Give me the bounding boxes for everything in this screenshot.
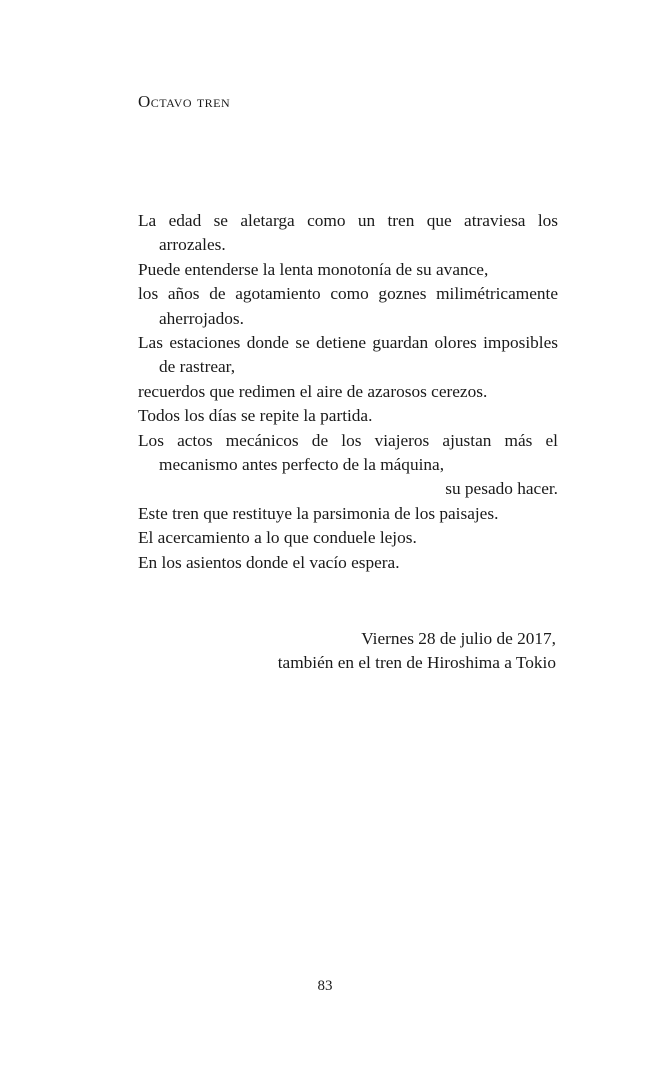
poem-line: En los asientos donde el vacío espera. bbox=[138, 552, 400, 572]
poem-line: Puede entenderse la lenta monotonía de su avance, bbox=[138, 259, 489, 279]
dateline-date: Viernes 28 de julio de 2017, bbox=[361, 629, 556, 648]
poem-line: su pesado hacer. bbox=[445, 479, 558, 499]
poem-title: Octavo tren bbox=[138, 92, 231, 111]
page-number: 83 bbox=[317, 978, 333, 994]
poem-line: La edad se aletarga como un tren que atraviesa los bbox=[138, 211, 558, 230]
dateline bbox=[278, 627, 556, 676]
poem-line: arrozales. bbox=[159, 235, 226, 255]
poem-line: Este tren que restituye la parsimonia de los paisajes. bbox=[138, 503, 499, 523]
poem-line: Todos los días se repite la partida. bbox=[138, 406, 373, 426]
dateline-place: también en el tren de Hiroshima a Tokio bbox=[277, 653, 556, 673]
poem-line: los años de agotamiento como goznes milimétricamente bbox=[138, 284, 558, 304]
poem-body bbox=[138, 209, 558, 575]
poem-line: Las estaciones donde se detiene guardan olores imposibles bbox=[138, 333, 558, 353]
poem-line: mecanismo antes perfecto de la máquina, bbox=[159, 455, 445, 475]
poem-line: El acercamiento a lo que conduele lejos. bbox=[138, 528, 417, 548]
poem-line: Los actos mecánicos de los viajeros ajustan más el bbox=[138, 430, 558, 450]
poem-line: recuerdos que redimen el aire de azarosos cerezos. bbox=[138, 381, 488, 401]
poem-line: de rastrear, bbox=[159, 357, 236, 377]
poem-line: aherrojados. bbox=[159, 308, 244, 328]
